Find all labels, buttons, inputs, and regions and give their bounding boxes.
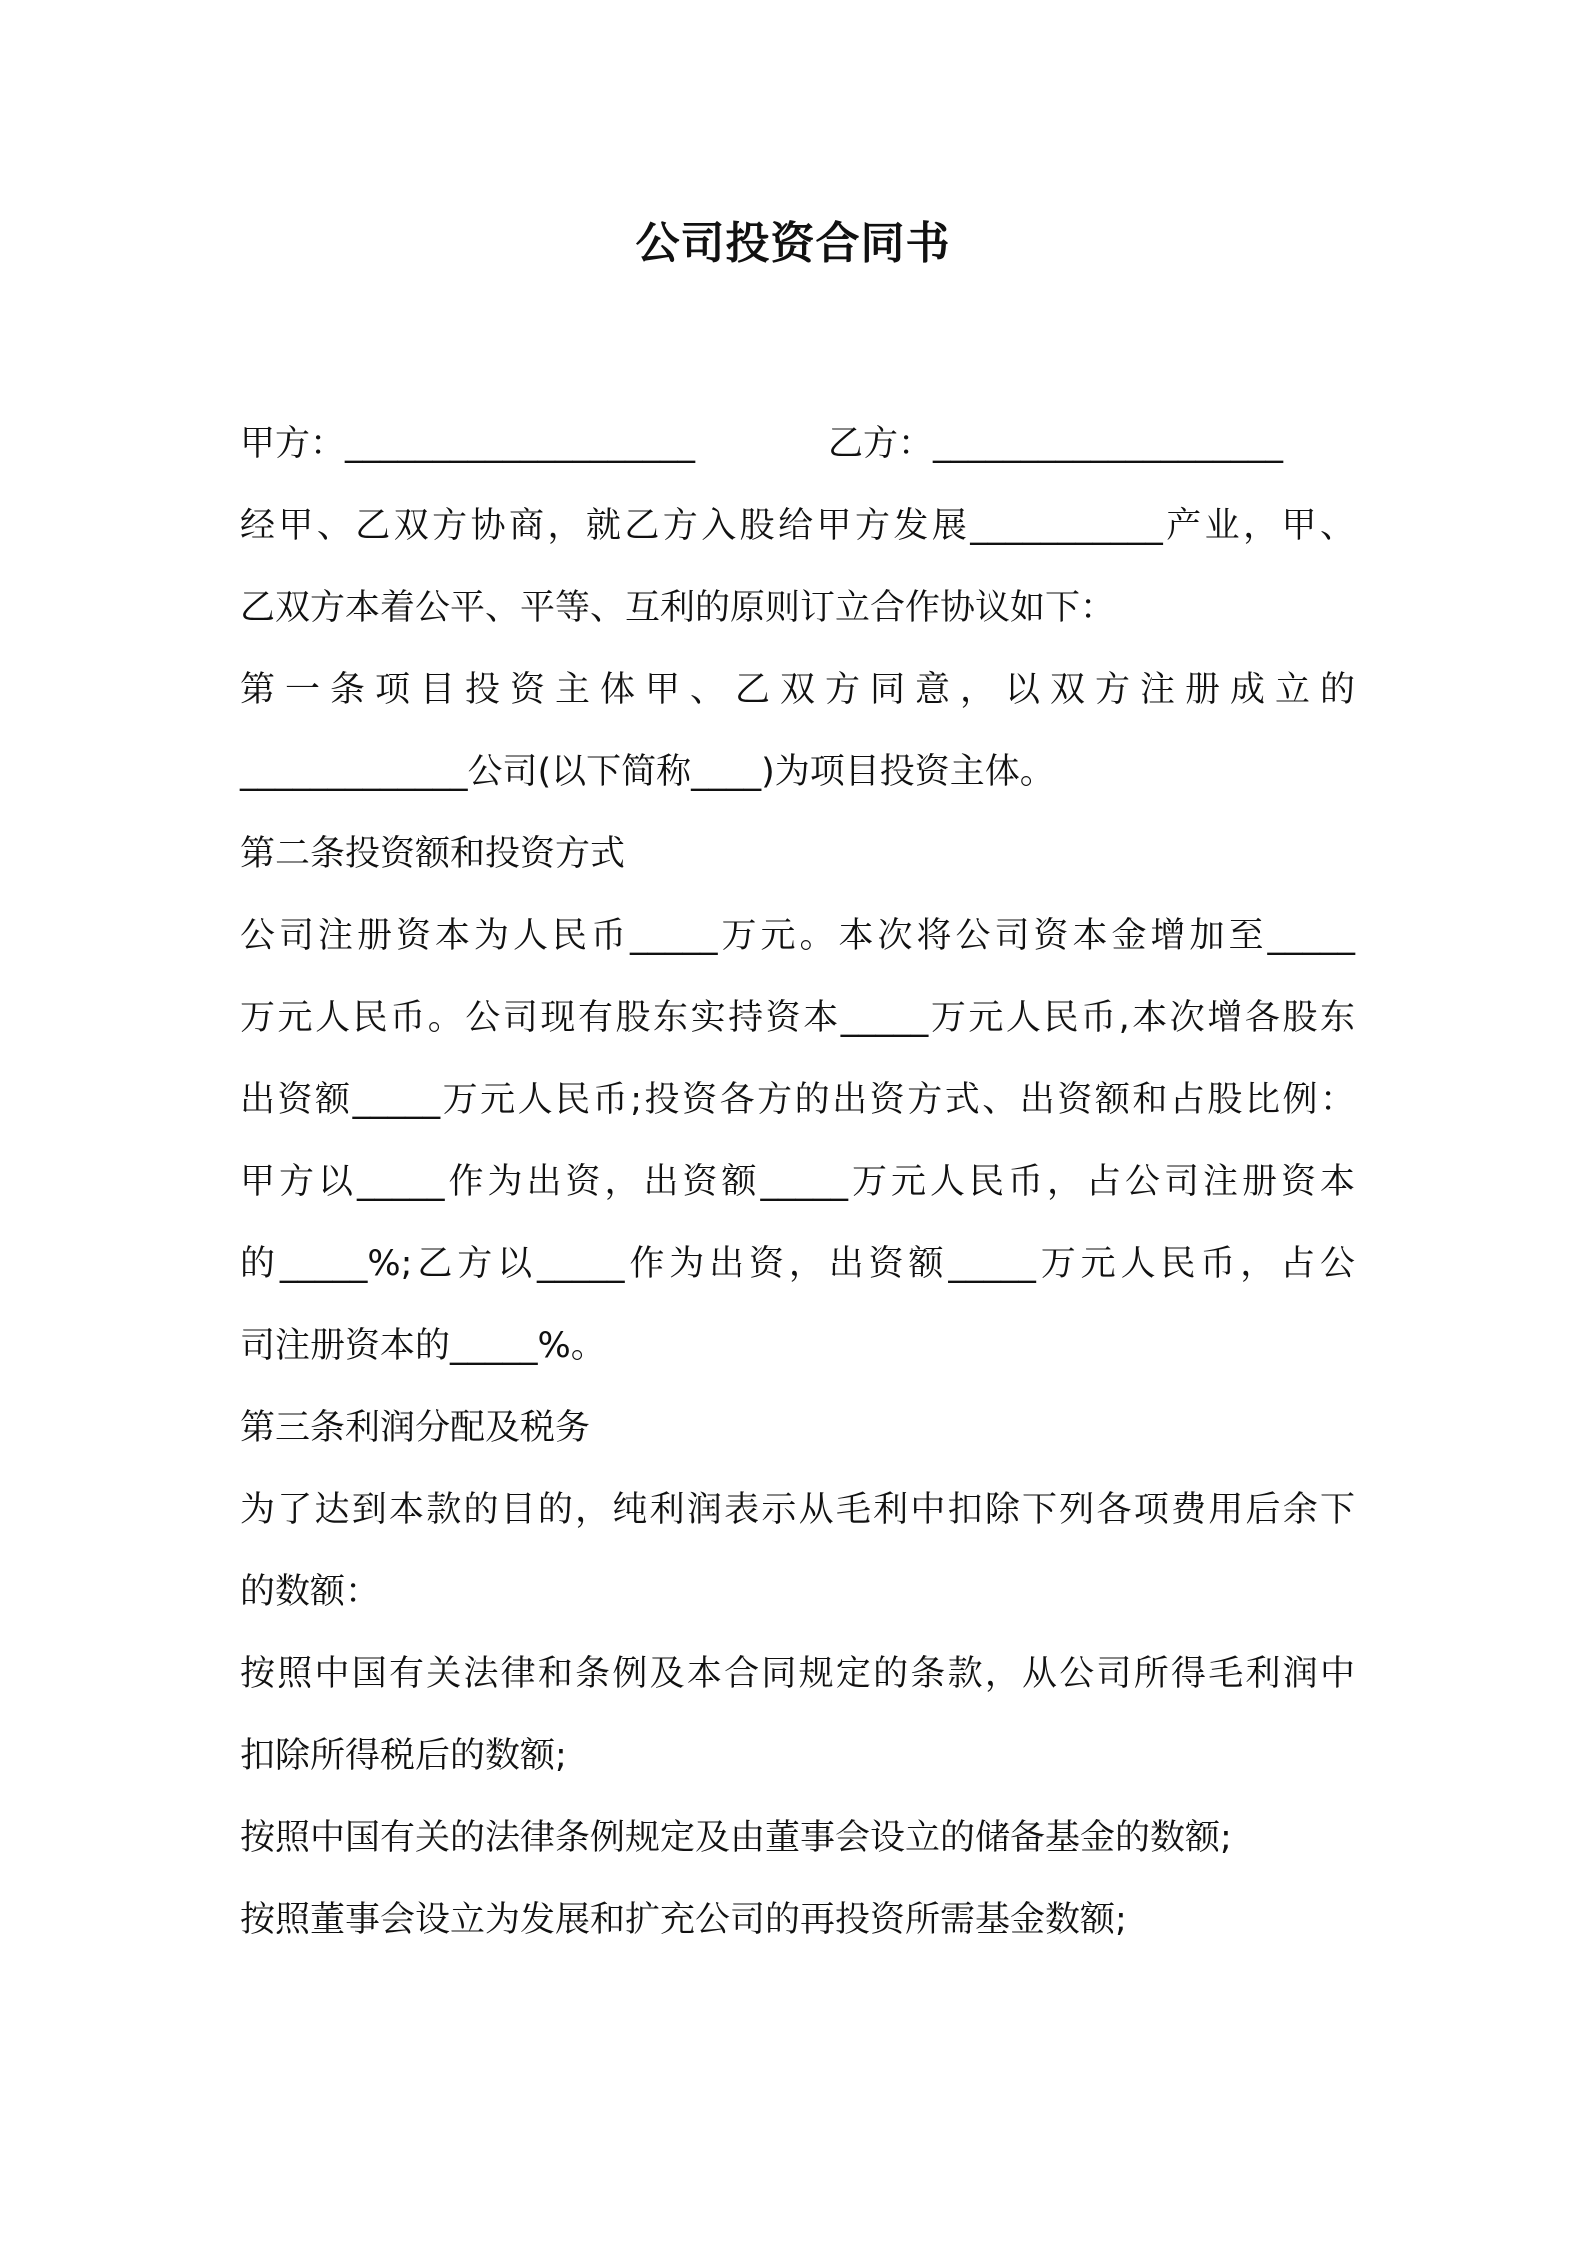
document-title: 公司投资合同书: [635, 218, 951, 269]
article-3-heading: 第三条利润分配及税务: [240, 1408, 591, 1448]
party-a-line: 甲方：____________________: [240, 424, 696, 464]
article-3-line: 按照董事会设立为发展和扩充公司的再投资所需基金数额;: [240, 1900, 1127, 1940]
article-2-heading: 第二条投资额和投资方式: [240, 834, 626, 874]
paragraph-line: 经甲、乙双方协商，就乙方入股给甲方发展___________产业，甲、: [240, 506, 1355, 546]
article-1-line: 第一条项目投资主体甲、乙双方同意，以双方注册成立的: [240, 670, 1355, 710]
article-3-line: 为了达到本款的目的，纯利润表示从毛利中扣除下列各项费用后余下: [240, 1490, 1355, 1530]
article-2-line: 万元人民币。公司现有股东实持资本_____万元人民币,本次增各股东: [240, 998, 1355, 1038]
article-2-line: 出资额_____万元人民币;投资各方的出资方式、出资额和占股比例：: [240, 1080, 1355, 1120]
article-3-line: 按照中国有关的法律条例规定及由董事会设立的储备基金的数额;: [240, 1818, 1232, 1858]
article-2-line: 的_____%;乙方以_____作为出资，出资额_____万元人民币，占公: [240, 1244, 1355, 1284]
article-3-line: 的数额：: [240, 1572, 381, 1612]
party-b-line: 乙方：____________________: [828, 424, 1284, 464]
paragraph-line: 乙双方本着公平、平等、互利的原则订立合作协议如下：: [240, 588, 1116, 628]
article-1-line: _____________公司(以下简称____)为项目投资主体。: [240, 752, 1055, 792]
article-2-line: 司注册资本的_____%。: [240, 1326, 606, 1366]
article-3-line: 扣除所得税后的数额;: [240, 1736, 567, 1776]
article-2-line: 甲方以_____作为出资，出资额_____万元人民币，占公司注册资本: [240, 1162, 1355, 1202]
article-3-line: 按照中国有关法律和条例及本合同规定的条款，从公司所得毛利润中: [240, 1654, 1355, 1694]
article-2-line: 公司注册资本为人民币_____万元。本次将公司资本金增加至_____: [240, 916, 1355, 956]
